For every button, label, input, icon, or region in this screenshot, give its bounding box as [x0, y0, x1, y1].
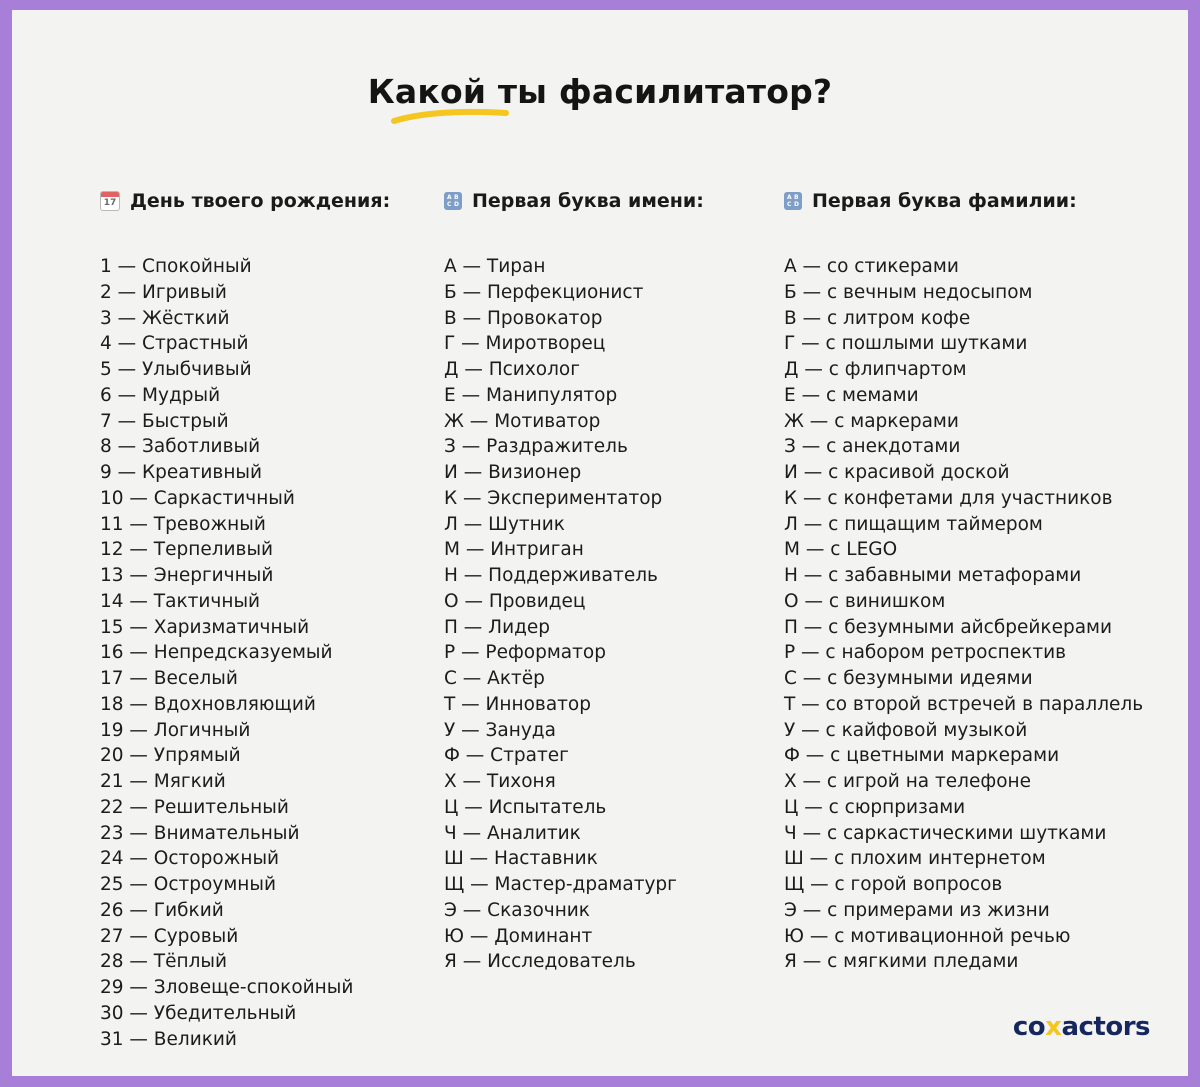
list-item: П — с безумными айсбрейкерами — [784, 616, 1113, 638]
list-item: Ш — Наставник — [444, 848, 598, 870]
list-item: 8 — Заботливый — [100, 436, 261, 458]
list-item: 6 — Мудрый — [100, 384, 221, 406]
list-item: 13 — Энергичный — [100, 565, 274, 586]
list-item: Х — Тихоня — [444, 771, 556, 792]
column-surname — [784, 186, 1143, 975]
list-item: 28 — Тёплый — [100, 951, 228, 973]
poster — [12, 10, 1188, 1076]
list-item: С — Актёр — [444, 668, 545, 689]
title-block — [12, 72, 1188, 111]
list-item: Ю — с мотивационной речью — [784, 925, 1071, 947]
list-item: Ш — с плохим интернетом — [784, 848, 1046, 870]
list-item: У — с кайфовой музыкой — [784, 719, 1028, 741]
list-item: 4 — Страстный — [100, 333, 249, 355]
list-item: З — Раздражитель — [444, 436, 628, 458]
list-item: 15 — Харизматичный — [100, 616, 310, 638]
list-item: Я — с мягкими пледами — [784, 951, 1019, 973]
abcd-icon: A B C D — [444, 192, 462, 210]
list-item: Ф — с цветными маркерами — [784, 745, 1060, 767]
abcd-icon: A B C D — [784, 192, 802, 210]
list-item: 25 — Остроумный — [100, 874, 277, 895]
column-birthday — [100, 186, 390, 1052]
list-item: 18 — Вдохновляющий — [100, 693, 316, 715]
list-item: П — Лидер — [444, 616, 551, 638]
list-item: Т — со второй встречей в параллель — [784, 693, 1144, 715]
list-item: М — Интриган — [444, 539, 584, 561]
list-item: С — с безумными идеями — [784, 668, 1033, 689]
heading-text: Первая буква имени: — [472, 190, 704, 212]
list-item: 23 — Внимательный — [100, 822, 300, 844]
list-item: Л — Шутник — [444, 513, 565, 535]
list-item: У — Зануда — [444, 719, 556, 741]
list-item: К — с конфетами для участников — [784, 487, 1113, 509]
column-heading — [784, 186, 1143, 216]
list-item: Ф — Стратег — [444, 745, 569, 767]
list-item: Ж — с маркерами — [784, 410, 959, 432]
list-item: 19 — Логичный — [100, 719, 251, 741]
list-item: Щ — с горой вопросов — [784, 874, 1003, 895]
title-underline — [390, 107, 510, 127]
list-item: Т — Инноватор — [444, 693, 591, 715]
list-item: Я — Исследователь — [444, 951, 636, 973]
heading-text: Первая буква фамилии: — [812, 190, 1077, 212]
list-item: Ч — с саркастическими шутками — [784, 822, 1107, 844]
list-item: Ю — Доминант — [444, 925, 593, 947]
list-item: 30 — Убедительный — [100, 1002, 297, 1024]
column-first-name — [444, 186, 704, 975]
list-item: Д — Психолог — [444, 359, 580, 380]
list-item: 3 — Жёсткий — [100, 307, 230, 329]
list-item: 29 — Зловеще-спокойный — [100, 977, 354, 998]
list-item: 16 — Непредсказуемый — [100, 642, 333, 664]
list-item: Е — с мемами — [784, 384, 919, 406]
list-item: 27 — Суровый — [100, 925, 239, 947]
list-item: В — Провокатор — [444, 307, 603, 329]
coxactors-logo: coxactors — [1012, 1012, 1150, 1042]
list-item: Г — Миротворец — [444, 333, 606, 355]
list-item: Л — с пищащим таймером — [784, 513, 1043, 535]
list-item: 26 — Гибкий — [100, 899, 224, 921]
list-item: 24 — Осторожный — [100, 848, 280, 870]
list-item: 7 — Быстрый — [100, 410, 229, 432]
list-item: 17 — Веселый — [100, 668, 238, 689]
list-item: 5 — Улыбчивый — [100, 359, 252, 380]
list-item: Г — с пошлыми шутками — [784, 333, 1028, 355]
list-item: Щ — Мастер-драматург — [444, 874, 677, 895]
list-item: А — Тиран — [444, 256, 546, 277]
list-item: Ц — Испытатель — [444, 796, 607, 818]
heading-text: День твоего рождения: — [130, 190, 391, 212]
list-item: 22 — Решительный — [100, 796, 289, 818]
list-item: О — с винишком — [784, 590, 946, 612]
column-heading — [100, 186, 390, 216]
surname-list — [784, 254, 1143, 975]
list-item: Р — с набором ретроспектив — [784, 642, 1067, 664]
list-item: Ц — с сюрпризами — [784, 796, 966, 818]
list-item: Н — с забавными метафорами — [784, 565, 1082, 586]
list-item: Б — Перфекционист — [444, 281, 644, 303]
list-item: И — Визионер — [444, 462, 582, 483]
list-item: 31 — Великий — [100, 1028, 237, 1050]
list-item: Е — Манипулятор — [444, 384, 618, 406]
list-item: Н — Поддерживатель — [444, 565, 658, 586]
list-item: И — с красивой доской — [784, 462, 1010, 483]
calendar-icon: 17 — [100, 191, 120, 211]
page-title: Какой ты фасилитатор? — [367, 72, 833, 111]
list-item: Ч — Аналитик — [444, 822, 581, 844]
list-item: Ж — Мотиватор — [444, 410, 601, 432]
list-item: А — со стикерами — [784, 256, 959, 277]
birthday-list — [100, 254, 390, 1052]
list-item: Э — Сказочник — [444, 899, 590, 921]
first-name-list — [444, 254, 704, 975]
list-item: 1 — Спокойный — [100, 256, 252, 277]
list-item: Р — Реформатор — [444, 642, 606, 664]
list-item: Д — с флипчартом — [784, 359, 967, 380]
list-item: Б — с вечным недосыпом — [784, 281, 1033, 303]
list-item: 12 — Терпеливый — [100, 539, 274, 561]
list-item: Э — с примерами из жизни — [784, 899, 1050, 921]
list-item: К — Экспериментатор — [444, 487, 663, 509]
list-item: 10 — Саркастичный — [100, 487, 295, 509]
list-item: О — Провидец — [444, 590, 586, 612]
list-item: З — с анекдотами — [784, 436, 961, 458]
list-item: В — с литром кофе — [784, 307, 971, 329]
list-item: 9 — Креативный — [100, 462, 263, 483]
column-heading — [444, 186, 704, 216]
list-item: М — с LEGO — [784, 539, 898, 561]
list-item: 2 — Игривый — [100, 281, 227, 303]
list-item: 20 — Упрямый — [100, 745, 241, 767]
list-item: 11 — Тревожный — [100, 513, 266, 535]
list-item: 14 — Тактичный — [100, 590, 261, 612]
list-item: Х — с игрой на телефоне — [784, 771, 1031, 792]
list-item: 21 — Мягкий — [100, 771, 226, 792]
